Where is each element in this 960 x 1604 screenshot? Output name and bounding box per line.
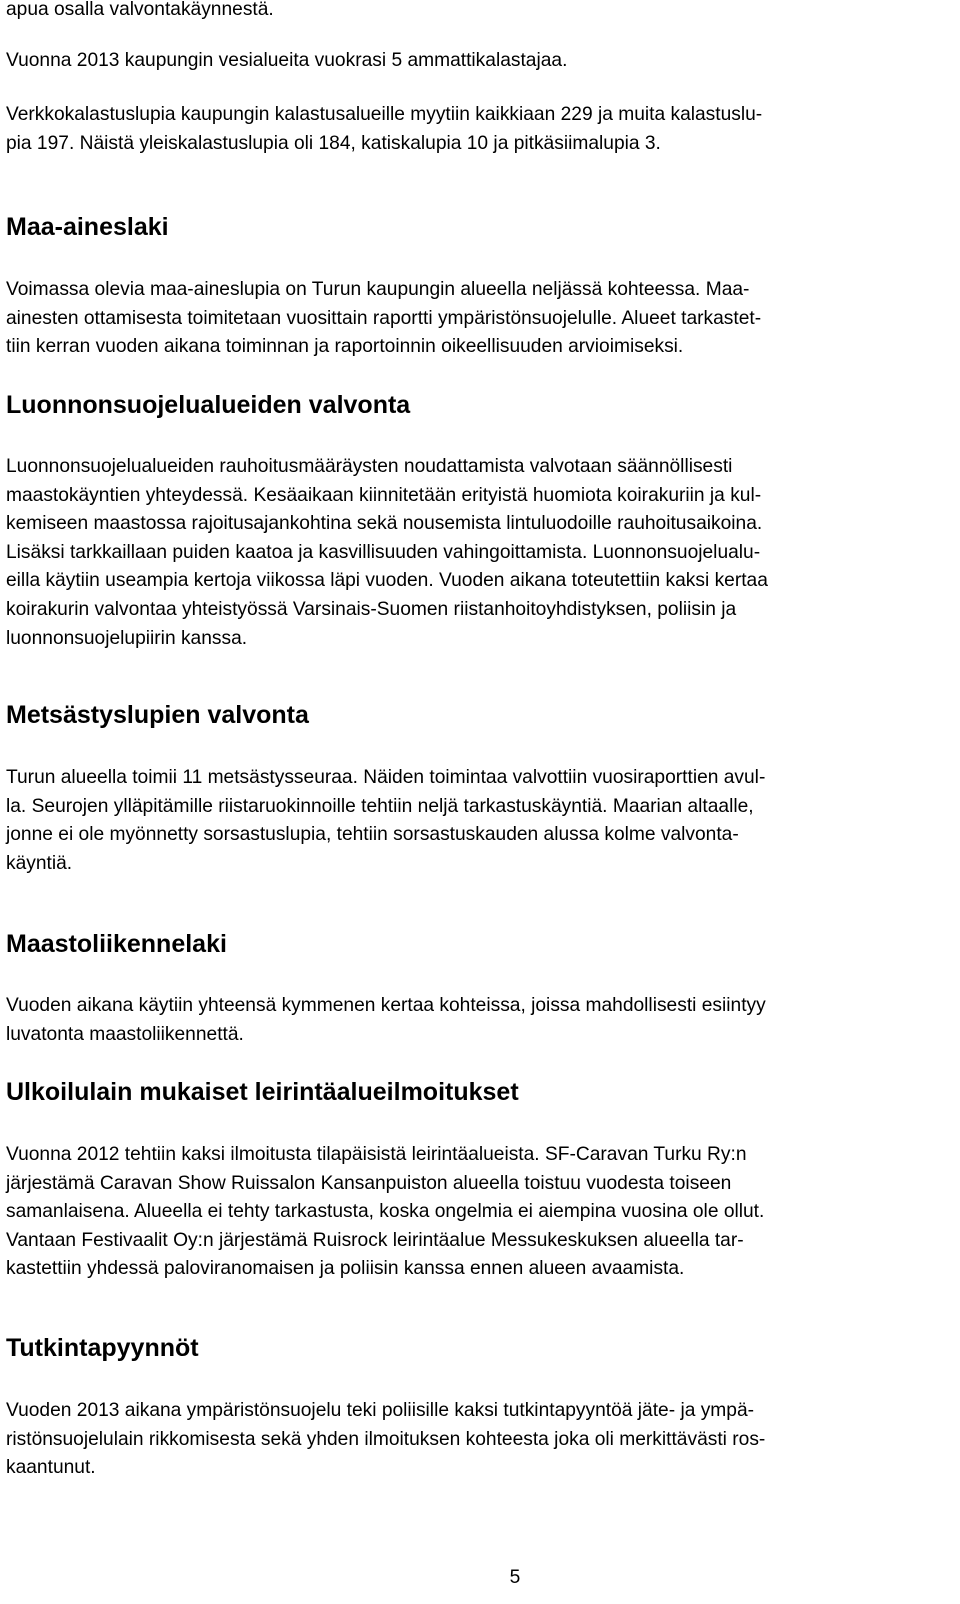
section-paragraph-maa-aineslaki [6, 276, 761, 362]
text-line: Lisäksi tarkkaillaan puiden kaatoa ja kasvillisuuden vahingoittamista. Luonnonsuojelualu- [6, 541, 761, 563]
text-line: kemiseen maastossa rajoitusajankohtina sekä nousemista lintuluodoille rauhoitusaikoina. [6, 513, 763, 535]
page-number: 5 [509, 1567, 521, 1588]
intro-paragraph-3 [6, 101, 762, 158]
section-heading-maastoliikennelaki: Maastoliikennelaki [6, 930, 227, 958]
text-line: Vuonna 2013 kaupungin vesialueita vuokrasi 5 ammattikalastajaa. [6, 50, 568, 71]
text-line: järjestämä Caravan Show Ruissalon Kansanpuiston alueella toistuu vuodesta toiseen [6, 1172, 732, 1194]
text-line: Vuoden aikana käytiin yhteensä kymmenen kertaa kohteissa, joissa mahdollisesti esiintyy [6, 995, 766, 1016]
text-line: Vuonna 2012 tehtiin kaksi ilmoitusta tilapäisistä leirintäalueista. SF-Caravan Turku Ry:n [6, 1144, 747, 1165]
text-line: käyntiä. [6, 852, 73, 874]
text-line: eilla käytiin useampia kertoja viikossa läpi vuoden. Vuoden aikana toteutettiin kaksi kertaa [6, 570, 768, 592]
section-heading-luonnonsuojelualueiden-valvonta: Luonnonsuojelualueiden valvonta [6, 391, 411, 419]
section-paragraph-tutkintapyynnot [6, 1397, 765, 1483]
section-paragraph-leirintaalueilmoitukset [6, 1141, 764, 1284]
section-heading-tutkintapyynnot: Tutkintapyynnöt [6, 1334, 199, 1362]
text-line: ainesten ottamisesta toimitetaan vuosittain raportti ympäristönsuojelulle. Alueet tarkastet- [6, 307, 762, 329]
text-line: ristönsuojelulain rikkomisesta sekä yhden ilmoituksen kohteesta joka oli merkittävästi ros- [6, 1428, 766, 1450]
text-line: Vuoden 2013 aikana ympäristönsuojelu teki poliisille kaksi tutkintapyyntöä jäte- ja ympä- [6, 1400, 755, 1421]
intro-paragraph-2 [6, 47, 567, 76]
text-line: Voimassa olevia maa-aineslupia on Turun kaupungin alueella neljässä kohteessa. Maa- [6, 279, 750, 300]
intro-paragraph-1 [6, 0, 274, 25]
text-line: Verkkokalastuslupia kaupungin kalastusalueille myytiin kaikkiaan 229 ja muita kalastuslu- [6, 104, 763, 125]
section-heading-metsastyslupien-valvonta: Metsästyslupien valvonta [6, 701, 309, 729]
text-line: tiin kerran vuoden aikana toiminnan ja raportoinnin oikeellisuuden arvioimiseksi. [6, 336, 684, 358]
text-line: maastokäyntien yhteydessä. Kesäaikaan kiinnitetään erityistä huomiota koirakuriin ja kul- [6, 484, 762, 506]
text-line: Vantaan Festivaalit Oy:n järjestämä Ruisrock leirintäalue Messukeskuksen alueella tar- [6, 1229, 744, 1251]
section-heading-leirintaalueilmoitukset: Ulkoilulain mukaiset leirintäalueilmoitukset [6, 1078, 519, 1106]
text-line: la. Seurojen ylläpitämille riistaruokinnoille tehtiin neljä tarkastuskäyntiä. Maarian altaalle, [6, 795, 754, 817]
text-line: Turun alueella toimii 11 metsästysseuraa. Näiden toimintaa valvottiin vuosiraporttien avul- [6, 767, 766, 788]
text-line: samanlaisena. Alueella ei tehty tarkastusta, koska ongelmia ei aiempina vuosina ole ollut. [6, 1201, 765, 1223]
text-line: koirakurin valvontaa yhteistyössä Varsinais-Suomen riistanhoitoyhdistyksen, poliisin ja [6, 598, 737, 620]
text-line: kastettiin yhdessä paloviranomaisen ja poliisin kanssa ennen alueen avaamista. [6, 1258, 685, 1280]
section-heading-maa-aineslaki: Maa-aineslaki [6, 213, 169, 241]
section-paragraph-maastoliikennelaki [6, 992, 766, 1049]
text-line: Luonnonsuojelualueiden rauhoitusmääräysten noudattamista valvotaan säännöllisesti [6, 456, 733, 477]
section-paragraph-metsastyslupien-valvonta [6, 764, 765, 878]
text-line: pia 197. Näistä yleiskalastuslupia oli 184, katiskalupia 10 ja pitkäsiimalupia 3. [6, 132, 661, 154]
section-paragraph-luonnonsuojelualueiden-valvonta [6, 453, 768, 653]
text-line: kaantunut. [6, 1457, 96, 1479]
text-line: luonnonsuojelupiirin kanssa. [6, 627, 248, 649]
text-line: apua osalla valvontakäynnestä. [6, 0, 274, 20]
text-line: jonne ei ole myönnetty sorsastuslupia, tehtiin sorsastuskauden alussa kolme valvonta- [6, 824, 739, 846]
text-line: luvatonta maastoliikennettä. [6, 1023, 244, 1045]
